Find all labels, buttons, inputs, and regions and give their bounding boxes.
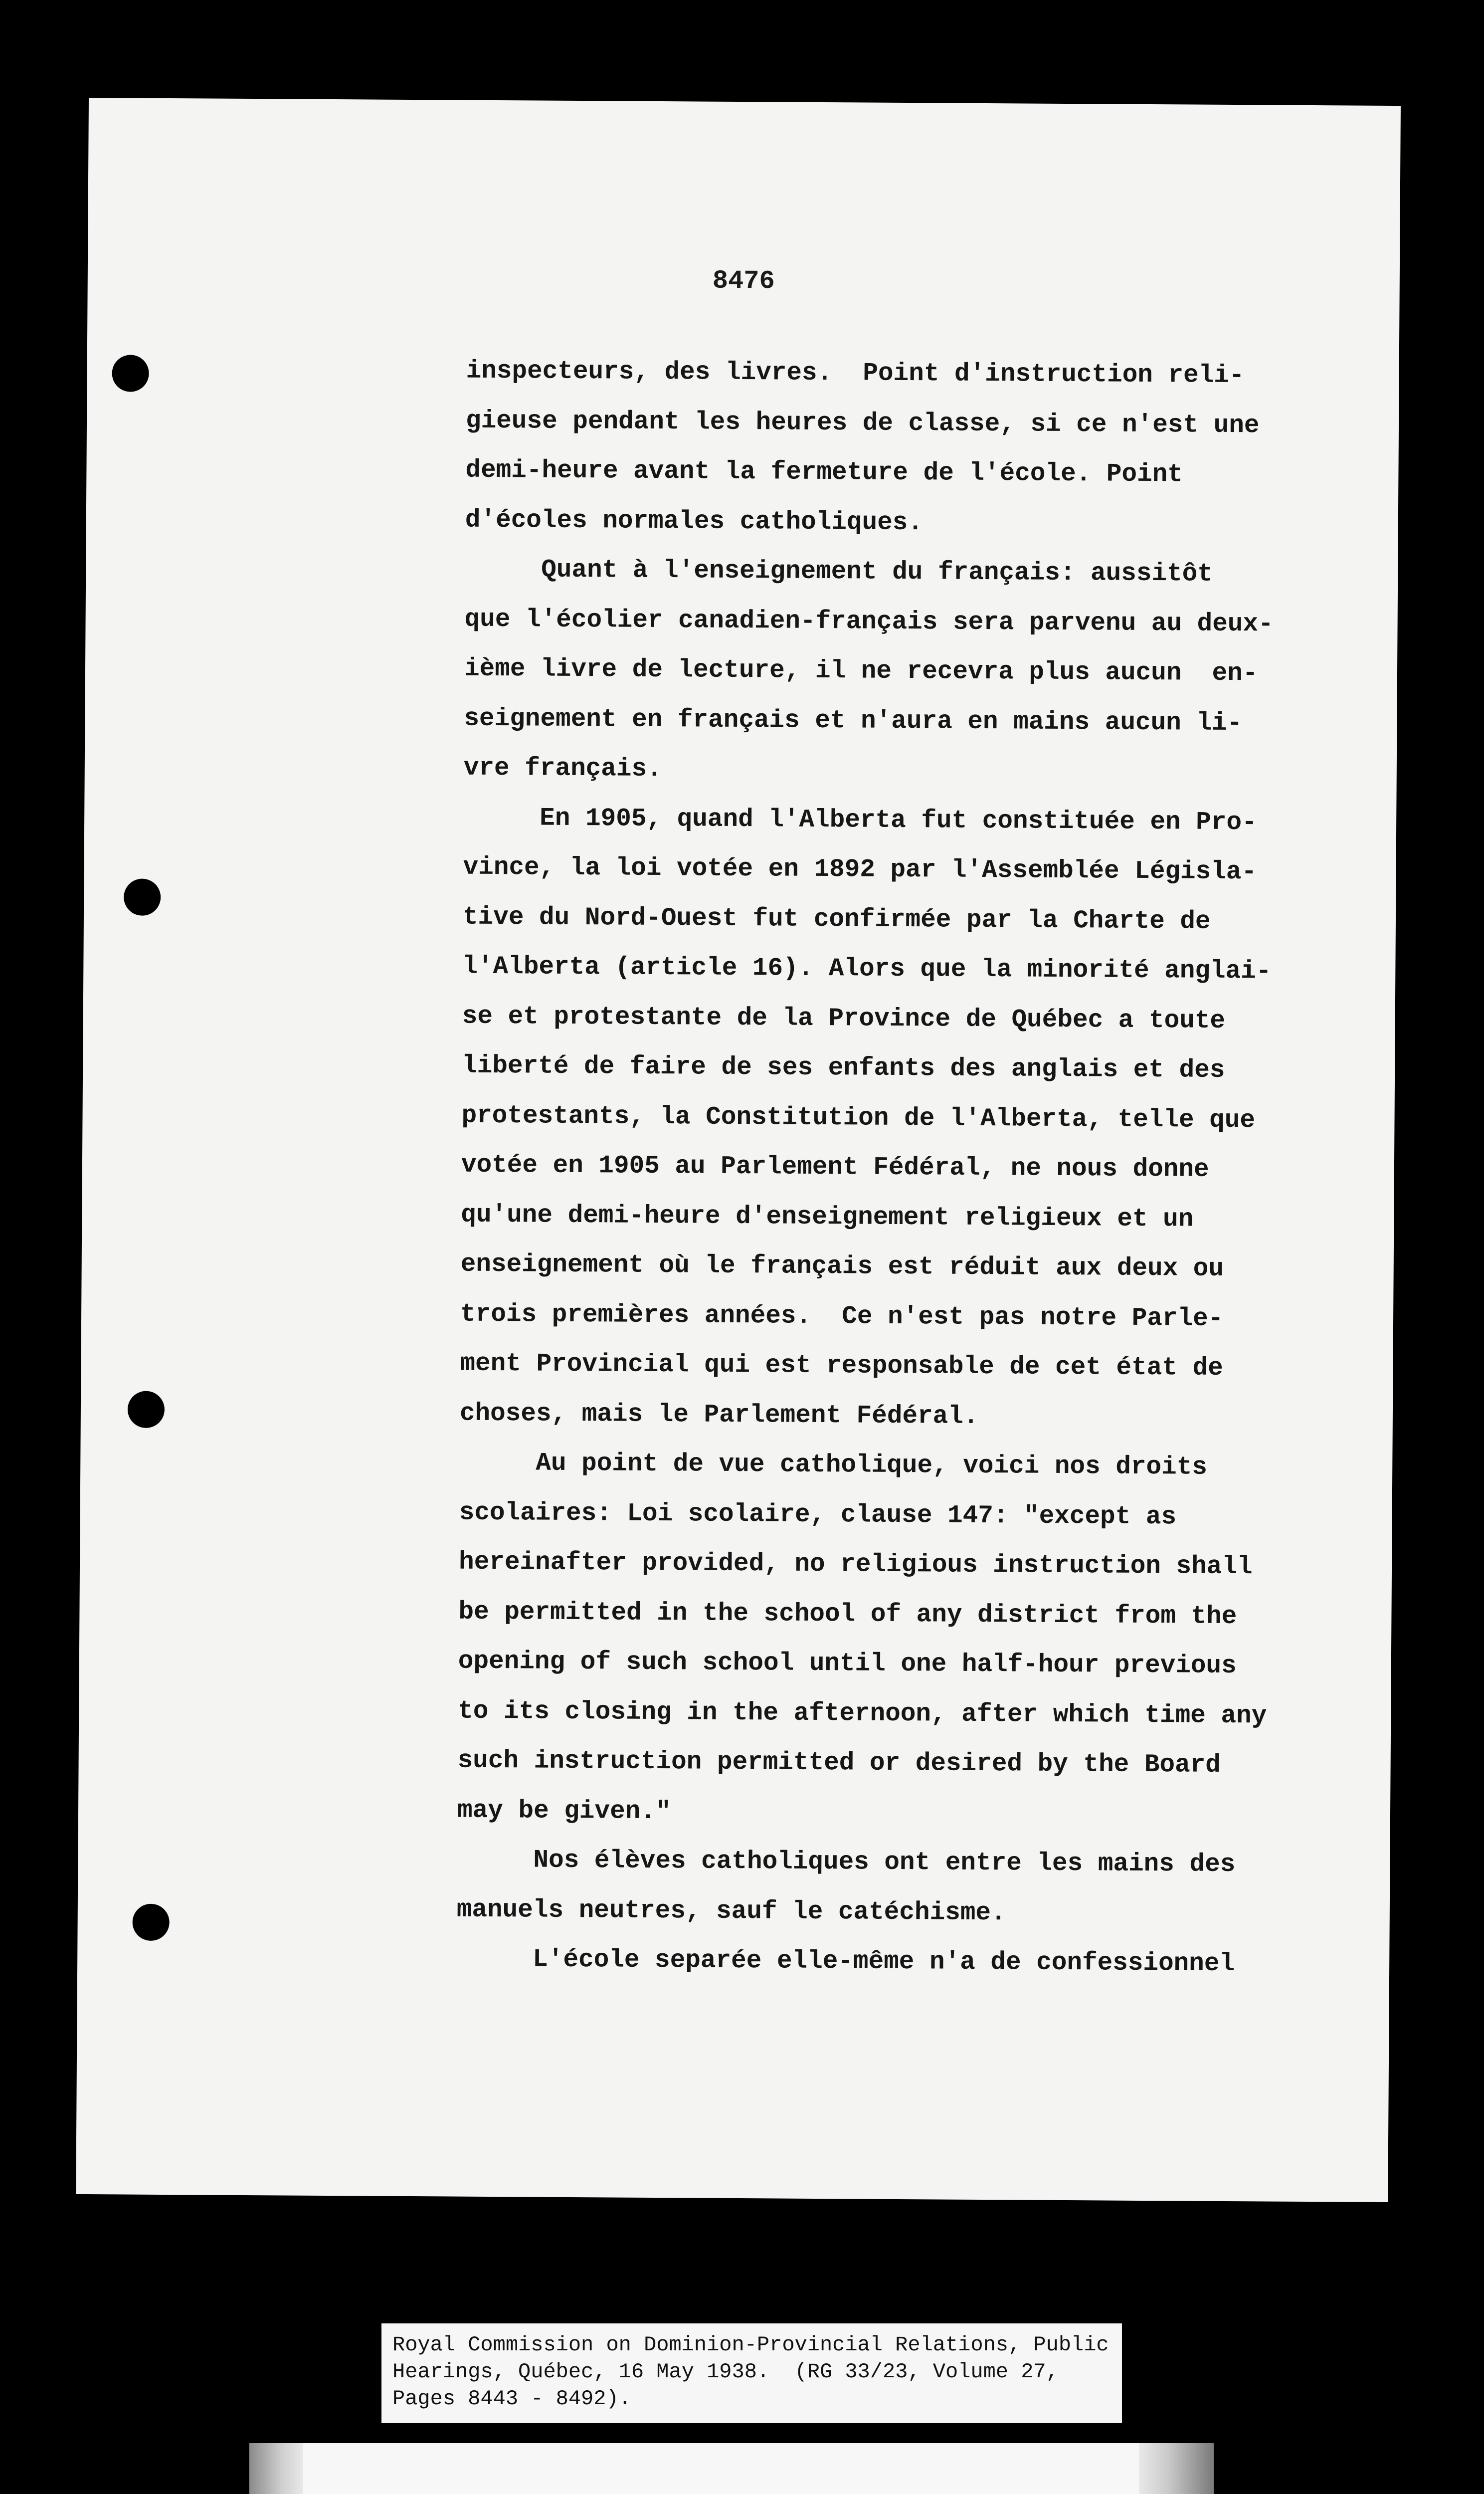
text-line: manuels neutres, sauf le catéchisme. <box>456 1895 1006 1927</box>
archive-reference-label <box>381 2323 1122 2423</box>
text-line: inspecteurs, des livres. Point d'instruction reli- <box>466 357 1245 391</box>
stamp-edge <box>249 2443 303 2494</box>
punch-hole <box>132 1904 169 1941</box>
text-line: gieuse pendant les heures de classe, si ce n'est une <box>465 407 1260 440</box>
document-page <box>76 98 1401 2202</box>
text-line: scolaires: Loi scolaire, clause 147: "except as <box>459 1498 1177 1531</box>
label-line: Pages 8443 - 8492). <box>392 2387 631 2411</box>
text-line: d'écoles normales catholiques. <box>465 506 924 537</box>
text-line: opening of such school until one half-hour previous <box>458 1647 1237 1681</box>
text-line: votée en 1905 au Parlement Fédéral, ne nous donne <box>461 1151 1209 1184</box>
text-line: seignement en français et n'aura en mains aucun li- <box>464 704 1243 738</box>
text-line: ment Provincial qui est responsable de cet état de <box>460 1349 1223 1383</box>
label-line: Royal Commission on Dominion-Provincial Relations, Public <box>392 2333 1109 2357</box>
text-line: to its closing in the afternoon, after which time any <box>458 1697 1267 1730</box>
text-line: choses, mais le Parlement Fédéral. <box>459 1399 979 1431</box>
body-text <box>456 347 1364 1990</box>
text-line: Quant à l'enseignement du français: aussitôt <box>465 555 1213 589</box>
stamp-edge <box>1139 2443 1214 2494</box>
text-line: demi-heure avant la fermeture de l'école. Point <box>465 456 1183 489</box>
punch-hole <box>128 1391 165 1428</box>
text-line: vince, la loi votée en 1892 par l'Assemblée Législa- <box>463 853 1257 887</box>
text-line: enseignement où le français est réduit aux deux ou <box>460 1250 1224 1283</box>
text-line: L'école separée elle-même n'a de confessionnel <box>456 1945 1235 1979</box>
text-line: liberté de faire de ses enfants des anglais et des <box>461 1051 1225 1085</box>
text-line: such instruction permitted or desired by the Board <box>457 1746 1221 1780</box>
text-line: que l'écolier canadien-français sera parvenu au deux- <box>464 605 1274 639</box>
page-number: 8476 <box>712 266 775 296</box>
stamp-card <box>303 2443 1139 2494</box>
text-line: Au point de vue catholique, voici nos droits <box>459 1449 1208 1482</box>
text-line: trois premières années. Ce n'est pas notre Parle- <box>460 1300 1224 1333</box>
text-line: vre français. <box>463 754 662 784</box>
text-line: ième livre de lecture, il ne recevra plus aucun en- <box>464 654 1258 688</box>
label-line: Hearings, Québec, 16 May 1938. (RG 33/23, Volume 27, <box>392 2360 1059 2384</box>
text-line: se et protestante de la Province de Québec a toute <box>462 1002 1226 1036</box>
text-line: may be given." <box>457 1796 671 1826</box>
text-line: tive du Nord-Ouest fut confirmée par la Charte de <box>462 903 1211 936</box>
punch-hole <box>112 355 149 392</box>
text-line: l'Alberta (article 16). Alors que la minorité anglai- <box>462 952 1272 986</box>
text-line: protestants, la Constitution de l'Alberta, telle que <box>461 1101 1256 1135</box>
archives-stamp <box>249 2443 1214 2494</box>
text-line: qu'une demi-heure d'enseignement religieux et un <box>461 1201 1194 1234</box>
text-line: Nos élèves catholiques ont entre les mains des <box>457 1846 1236 1879</box>
text-line: be permitted in the school of any district from the <box>458 1598 1237 1631</box>
text-line: En 1905, quand l'Alberta fut constituée en Pro- <box>463 804 1257 837</box>
text-line: hereinafter provided, no religious instruction shall <box>458 1548 1253 1582</box>
punch-hole <box>124 878 161 915</box>
